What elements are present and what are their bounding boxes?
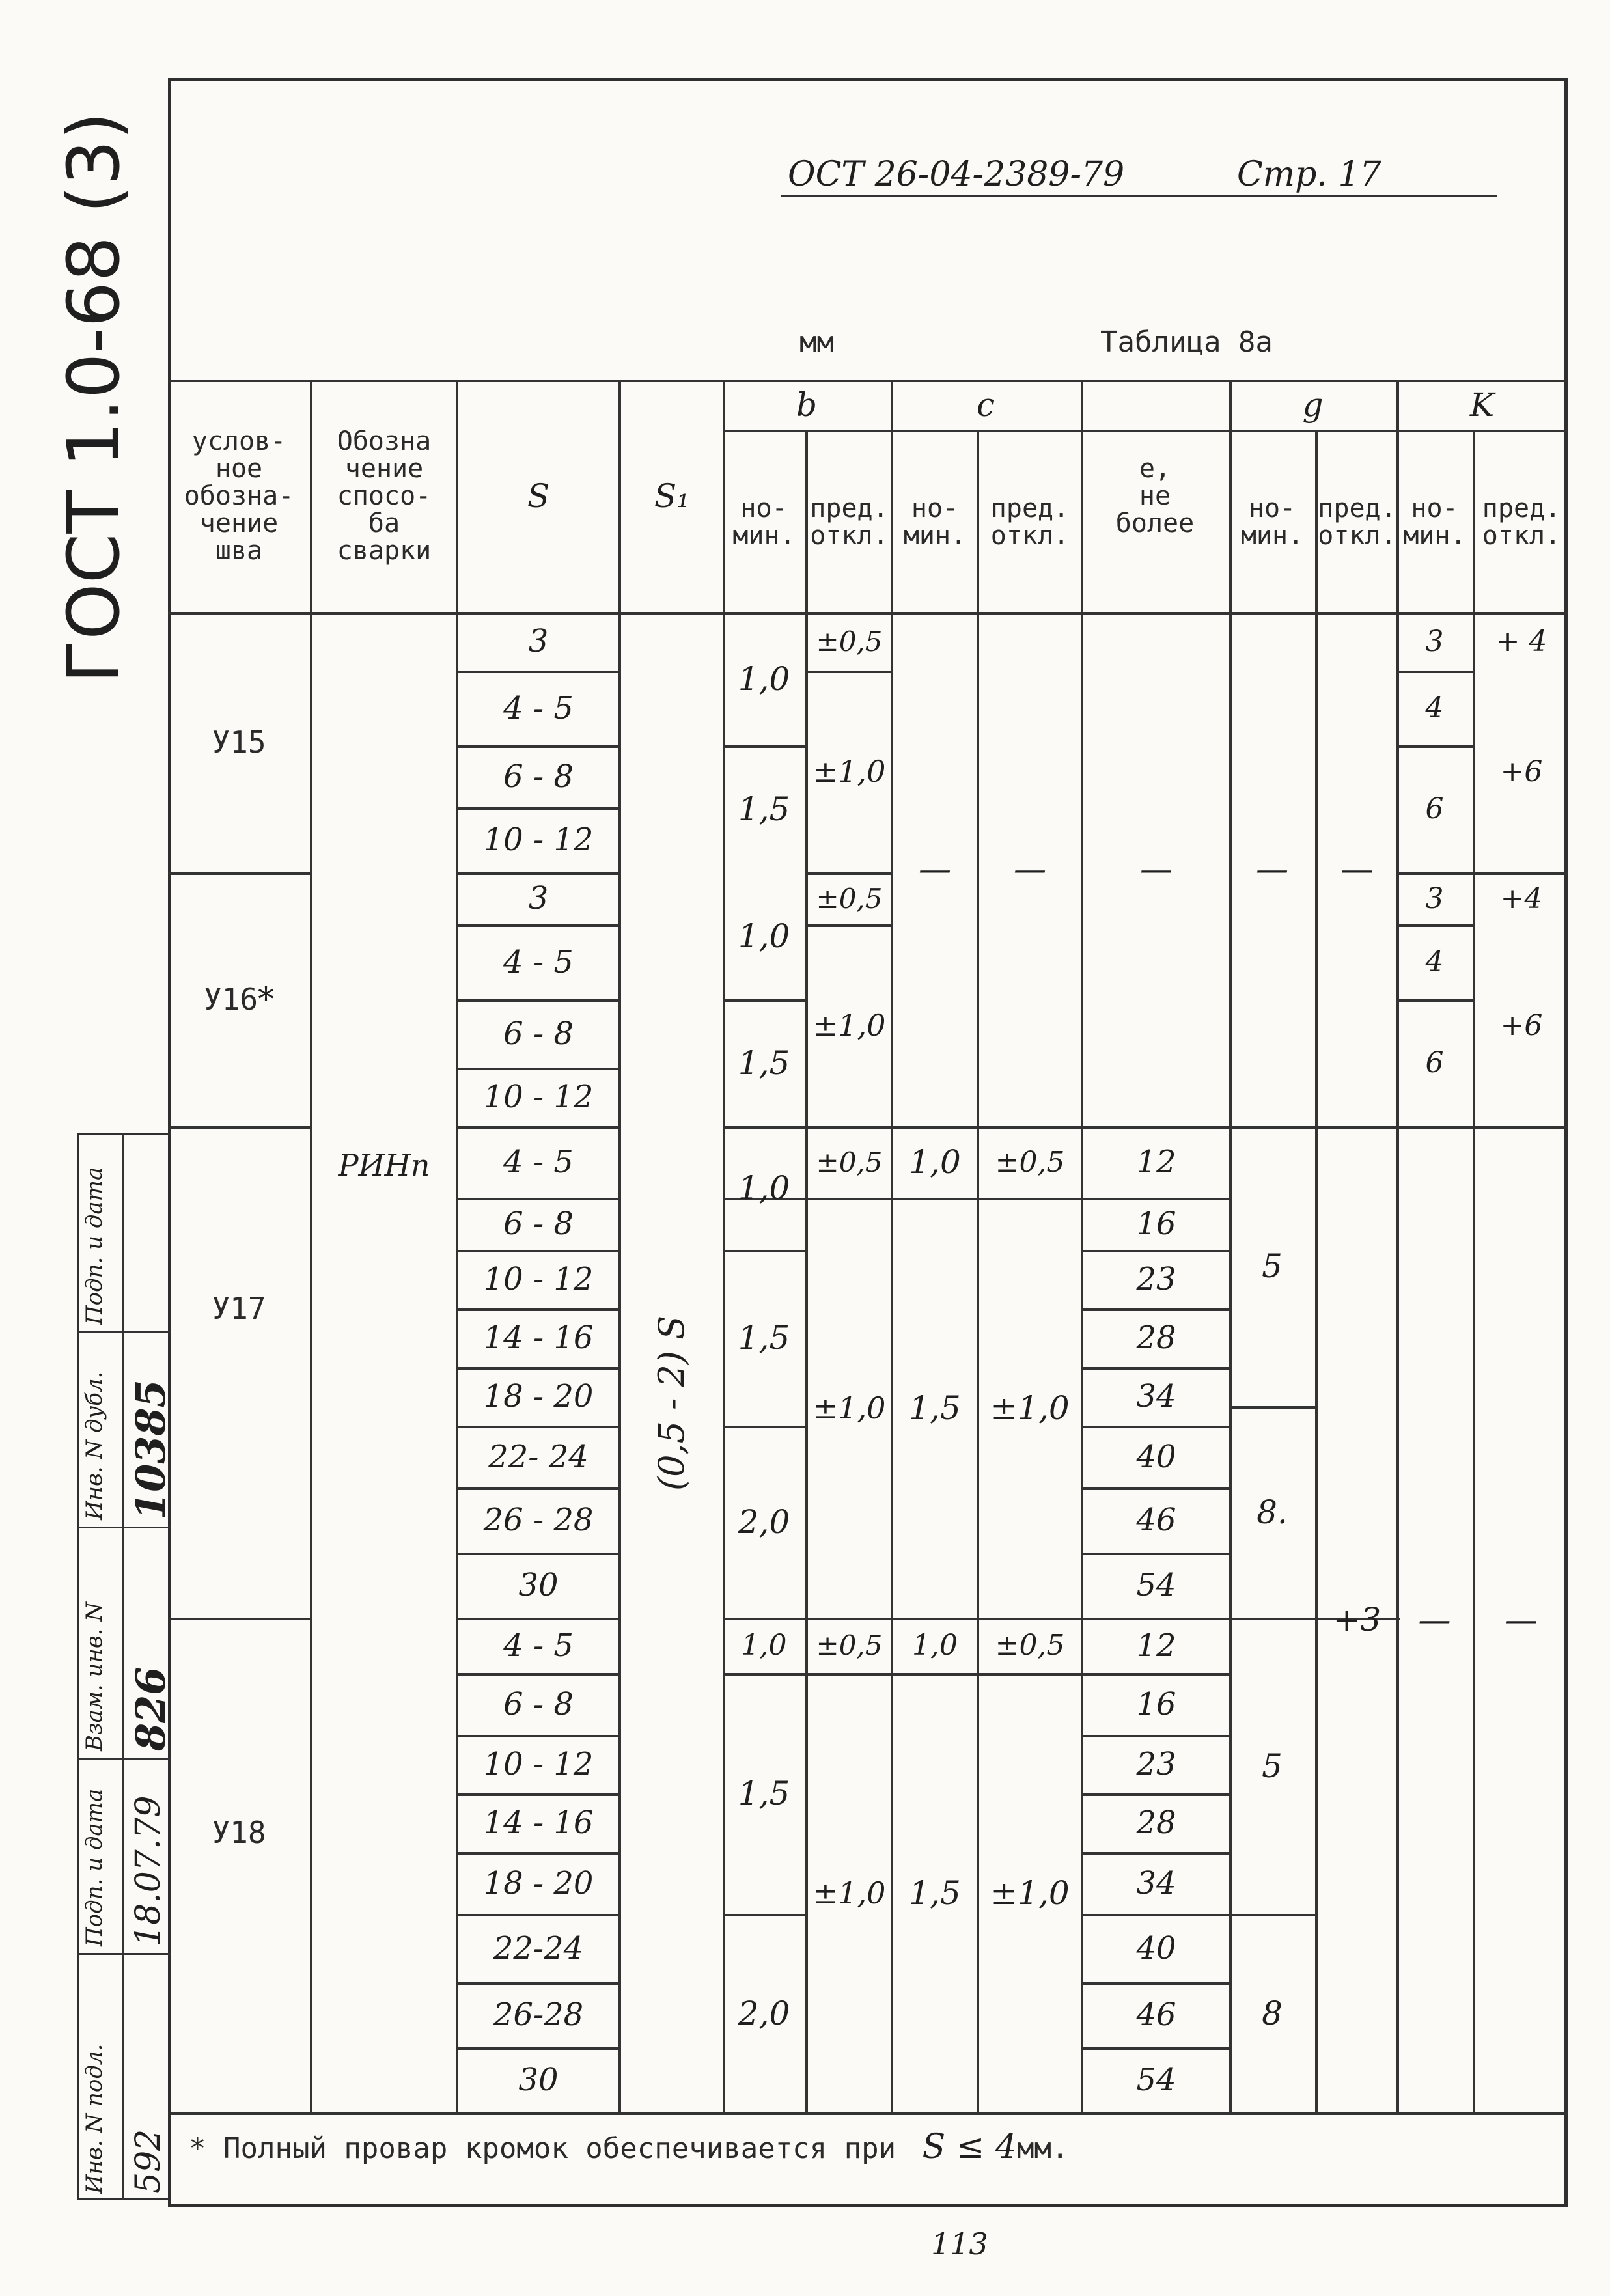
stamp-value: 18.07.79	[129, 1795, 168, 1946]
b-nom: 1,5	[738, 1319, 790, 1357]
stamp-value: 10385	[127, 1379, 174, 1520]
s-value: 6 - 8	[503, 1015, 574, 1052]
b-dev: ±0,5	[816, 1629, 883, 1661]
k-nom: 3	[1425, 881, 1444, 915]
rule	[168, 2112, 1568, 2115]
k-nom: 6	[1425, 1046, 1444, 1079]
footnote-condition: S ≤ 4	[922, 2127, 1017, 2166]
weld-u17: У17	[212, 1291, 266, 1326]
b-nom: 1,5	[738, 1044, 790, 1082]
footnote-text: Полный провар кромок обеспечивается при	[223, 2132, 896, 2165]
b-dev: ±1,0	[812, 754, 886, 789]
s-value: 30	[518, 2062, 559, 2098]
stamp-value: 592	[129, 2129, 168, 2194]
weld-u18: У18	[212, 1815, 266, 1850]
asterisk-mark: *	[258, 980, 275, 1018]
s-value: 6 - 8	[503, 758, 574, 795]
c-nom: 1,5	[909, 1389, 961, 1427]
s-value: 3	[528, 880, 549, 917]
s-value: 22-24	[493, 1929, 584, 1967]
stamp-label: Взам. инв. N	[81, 1601, 107, 1751]
e-value: 16	[1136, 1685, 1176, 1722]
s-value: 18 - 20	[483, 1864, 594, 1902]
k-nom: 3	[1425, 624, 1444, 658]
col-rule	[310, 380, 312, 2112]
e-value: 28	[1136, 1805, 1176, 1841]
e-value: 28	[1136, 1320, 1176, 1356]
stamp-rule	[77, 1331, 171, 1333]
c-nom: 1,0	[909, 1143, 961, 1181]
k-dev: +6	[1500, 754, 1543, 788]
e-value: 40	[1136, 1929, 1176, 1967]
g-dev: +3	[1333, 1600, 1381, 1639]
c-dev-dash: —	[1014, 850, 1046, 888]
e-value: 16	[1136, 1206, 1176, 1242]
s-value: 10 - 12	[483, 1261, 594, 1297]
gost-side-stamp: ГОСТ 1.0-68 (3)	[52, 111, 135, 684]
header-g-dev: пред. откл.	[1318, 493, 1396, 551]
k-nom: 4	[1425, 945, 1444, 978]
k-nom: 4	[1425, 691, 1444, 725]
header-e: e, не более	[1115, 453, 1195, 538]
b-nom: 1,5	[738, 790, 790, 828]
header-k-nom: но- мин.	[1403, 493, 1466, 551]
e-value: 46	[1136, 1502, 1176, 1538]
e-value: 54	[1136, 1567, 1176, 1603]
s-value: 6 - 8	[503, 1685, 574, 1722]
header-g-nom: но- мин.	[1240, 493, 1304, 551]
c-dev: ±1,0	[990, 1874, 1070, 1912]
stamp-rule	[77, 1758, 171, 1760]
header-b-nom: но- мин.	[732, 493, 796, 551]
c-nom: 1,5	[909, 1874, 961, 1912]
col-rule	[618, 380, 621, 2112]
e-value: 12	[1136, 1144, 1176, 1180]
stamp-label: Инв. N дубл.	[81, 1371, 107, 1520]
k-dev: + 4	[1495, 624, 1548, 658]
welding-method: РИНп	[338, 1148, 430, 1183]
g-nom: 8.	[1256, 1493, 1288, 1531]
k-nom: 6	[1425, 792, 1444, 825]
stamp-label: Подп. и дата	[81, 1788, 107, 1946]
s-value: 3	[528, 623, 549, 659]
footnote-unit: мм.	[1016, 2132, 1069, 2165]
s-value: 4 - 5	[503, 689, 574, 726]
s-value: 18 - 20	[483, 1378, 594, 1415]
k-dev: +4	[1500, 881, 1543, 915]
e-value: 54	[1136, 2062, 1176, 2098]
e-dash: —	[1140, 850, 1173, 888]
c-nom: 1,0	[912, 1629, 958, 1662]
e-value: 40	[1136, 1438, 1176, 1475]
stamp-label: Подп. и дата	[81, 1167, 107, 1325]
header-c-nom: но- мин.	[903, 493, 967, 551]
e-value: 12	[1136, 1627, 1176, 1664]
header-s1: S₁	[654, 477, 690, 515]
header-s: S	[527, 477, 550, 515]
g-nom: 5	[1262, 1247, 1283, 1285]
header-k: K	[1469, 385, 1495, 424]
footnote	[189, 2127, 1068, 2166]
header-b: b	[796, 385, 817, 424]
s-value: 26 - 28	[483, 1502, 594, 1538]
c-nom-dash: —	[919, 850, 951, 888]
b-dev: ±0,5	[816, 1146, 883, 1178]
b-nom: 1,0	[738, 1169, 790, 1207]
stamp-label: Инв. N подл.	[81, 2043, 107, 2194]
s-value: 10 - 12	[483, 1079, 594, 1115]
weld-u15: У15	[212, 725, 266, 760]
page-label: Стр. 17	[1237, 155, 1381, 194]
e-value: 23	[1136, 1261, 1176, 1297]
s-value: 4 - 5	[503, 1144, 574, 1180]
header-underline	[781, 195, 1497, 197]
s-value: 26-28	[493, 1997, 584, 2033]
stamp-rule	[77, 1527, 171, 1528]
page-number: 113	[931, 2226, 988, 2261]
b-dev: ±0,5	[816, 625, 883, 657]
g-nom-dash: —	[1256, 850, 1288, 888]
c-dev: ±0,5	[995, 1145, 1065, 1179]
table-title: Таблица 8а	[1100, 325, 1273, 359]
k-dev-dash: —	[1505, 1600, 1538, 1639]
header-c: c	[976, 385, 995, 424]
b-nom: 2,0	[738, 1994, 790, 2032]
stamp-value: 826	[127, 1667, 174, 1751]
b-dev: ±1,0	[812, 1390, 886, 1426]
g-nom: 5	[1262, 1747, 1283, 1785]
k-nom-dash: —	[1418, 1600, 1451, 1639]
e-value: 46	[1136, 1997, 1176, 2033]
k-dev: +6	[1500, 1008, 1543, 1042]
e-value: 34	[1136, 1378, 1176, 1415]
s-value: 6 - 8	[503, 1206, 574, 1242]
g-dev-dash: —	[1340, 850, 1374, 888]
header-c-dev: пред. откл.	[990, 493, 1070, 551]
b-dev: ±1,0	[812, 1008, 886, 1043]
e-value: 23	[1136, 1746, 1176, 1782]
c-dev: ±0,5	[995, 1629, 1065, 1662]
weld-u16	[168, 872, 310, 1126]
s-value: 10 - 12	[483, 822, 594, 858]
units-label: мм	[799, 325, 834, 359]
b-nom: 1,5	[738, 1775, 790, 1812]
header-weld: услов- ное обозна- чение шва	[184, 426, 294, 566]
b-nom: 1,0	[738, 659, 790, 698]
header-method: Обозна чение спосо- ба сварки	[337, 426, 432, 566]
s-value: 14 - 16	[483, 1320, 594, 1356]
weld-u16-label: У16	[203, 982, 258, 1017]
b-nom: 2,0	[738, 1502, 790, 1541]
s-value: 22- 24	[488, 1438, 589, 1475]
g-nom: 8	[1262, 1994, 1283, 2032]
b-nom: 1,0	[741, 1629, 787, 1662]
header-k-dev: пред. откл.	[1482, 493, 1561, 551]
s-value: 14 - 16	[483, 1805, 594, 1841]
header-b-dev: пред. откл.	[810, 493, 889, 551]
s-value: 4 - 5	[503, 1627, 574, 1664]
b-nom: 1,0	[738, 917, 790, 955]
stamp-rule	[122, 1133, 124, 2200]
s-value: 10 - 12	[483, 1746, 594, 1782]
document-code: ОСТ 26-04-2389-79	[788, 155, 1125, 194]
s-value: 4 - 5	[503, 943, 574, 980]
s-value: 30	[518, 1567, 559, 1603]
e-value: 34	[1136, 1864, 1176, 1902]
b-dev: ±1,0	[812, 1875, 886, 1911]
c-dev: ±1,0	[990, 1389, 1070, 1427]
s1-value: (0,5 - 2) S	[651, 1315, 692, 1491]
header-g: g	[1302, 385, 1324, 424]
footnote-star: *	[189, 2132, 206, 2165]
stamp-rule	[77, 1953, 171, 1955]
b-dev: ±0,5	[816, 882, 883, 915]
